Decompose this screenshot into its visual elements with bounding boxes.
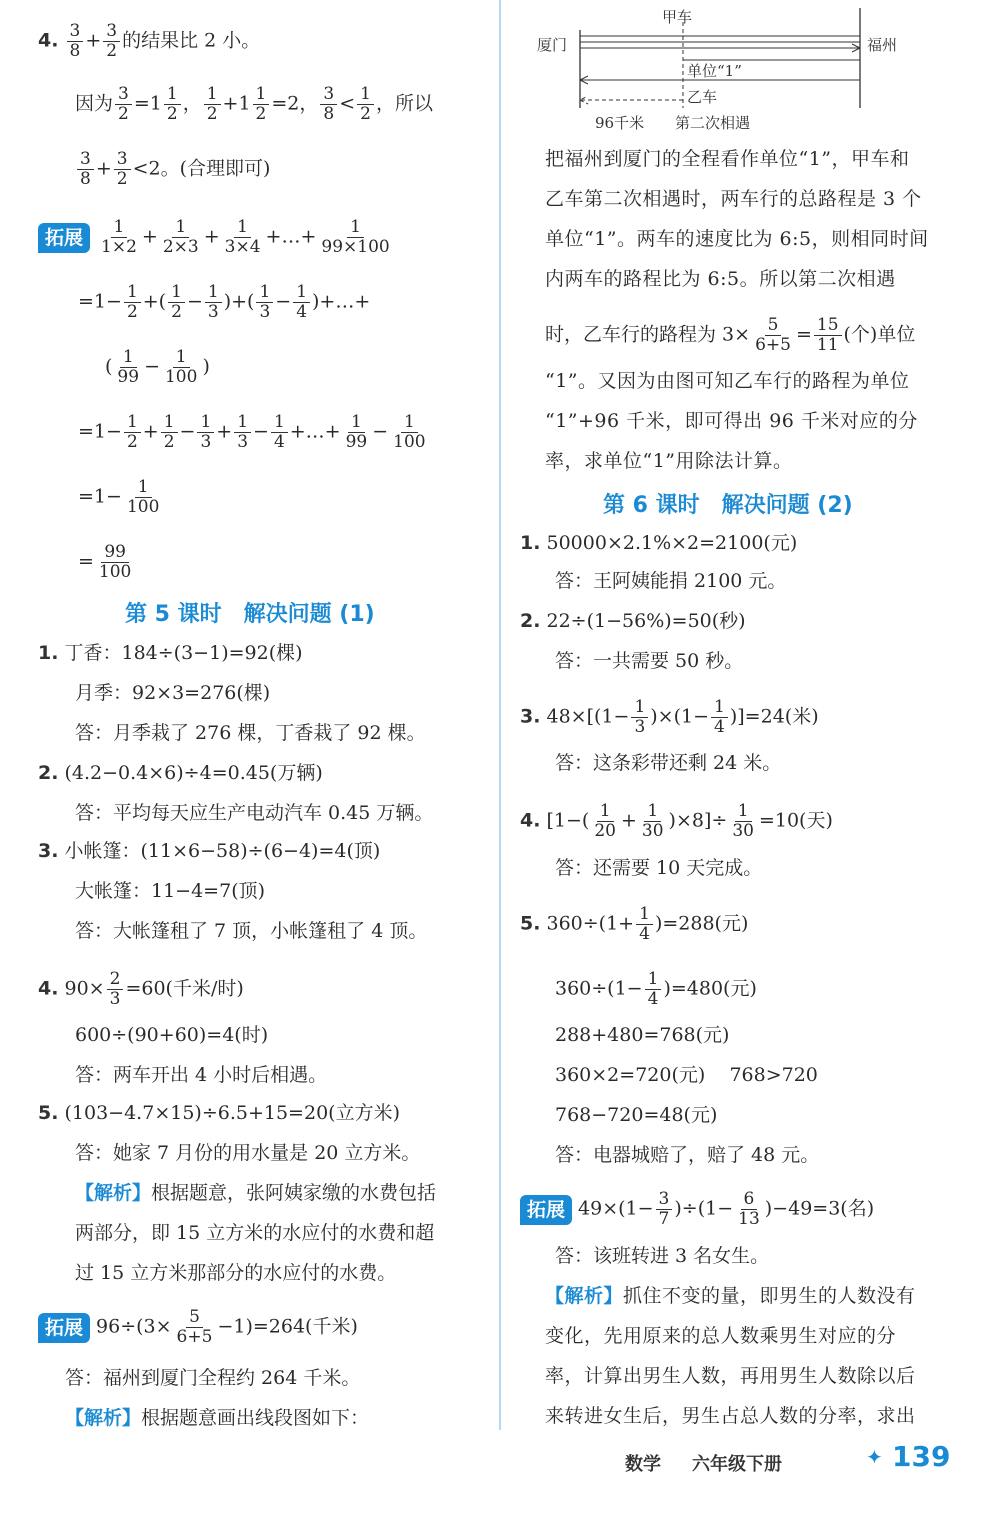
lesson-title: 第 5 课时 [125, 602, 222, 627]
fraction: $\frac{3}{8}$ [320, 85, 337, 124]
fraction: $\frac{1}{3}$ [256, 283, 273, 322]
left-item4-line2: 600÷(90+60)=4(时) [75, 1024, 269, 1046]
analysis-tag: 【解析】 [65, 1407, 142, 1429]
right-item5-line2: 360÷(1− $\frac{1}{4}$ )=480(元) [555, 969, 757, 1009]
left-ext2-analysis: 【解析】根据题意画出线段图如下： [65, 1407, 370, 1429]
fraction: $\frac{1}{4}$ [293, 283, 310, 322]
right-item5-line5: 768−720=48(元) [555, 1104, 718, 1126]
fraction: $\frac{1}{4}$ [636, 905, 653, 944]
footer-grade: 六年级下册 [692, 1454, 782, 1475]
star-icon: ✦ [866, 1445, 883, 1469]
left-item5-analysis-2: 两部分，即 15 立方米的水应付的水费和超 [75, 1222, 435, 1244]
diagram-label-car-a: 甲车 [662, 8, 693, 26]
left-item5-line1: 5. (103−4.7×15)÷6.5+15=20(立方米) [38, 1102, 400, 1124]
right-para-line1: 把福州到厦门的全程看作单位“1”，甲车和 [545, 148, 910, 170]
right-ext3-analysis-1: 【解析】抓住不变的量，即男生的人数没有 [545, 1285, 916, 1307]
fraction: $\frac{1}{4}$ [711, 698, 728, 737]
fraction: $\frac{1}{2\times 3}$ [162, 217, 199, 257]
fraction: $\frac{2}{3}$ [107, 970, 124, 1009]
lesson-6-heading [603, 488, 853, 519]
footer-subject: 数学 [625, 1454, 661, 1475]
fraction: $\frac{1}{2}$ [124, 283, 141, 322]
left-item2-line1: 2. (4.2−0.4×6)÷4=0.45(万辆) [38, 762, 323, 784]
left-q4-line3: $\frac{3}{8}$ + $\frac{3}{2}$ <2。(合理即可) [75, 150, 270, 189]
left-item5-analysis-3: 过 15 立方米那部分的水应付的水费。 [75, 1262, 397, 1284]
page-number: 139 [892, 1440, 951, 1473]
left-ext1-line6: = $\frac{99}{100}$ [78, 543, 136, 582]
left-q4-line1: 4. $\frac{3}{8}$ + $\frac{3}{2}$ 的结果比 2 小。 [38, 21, 261, 61]
lesson-subtitle: 解决问题 (1) [243, 602, 375, 627]
left-ext1-line2: =1− $\frac{1}{2}$ +( $\frac{1}{2}$ − $\frac{1}{3}$ )+( $\frac{1}{3}$ − $\frac{1}{4}$ )+…+ [78, 282, 371, 322]
right-ext3-analysis-4: 来转进女生后，男生占总人数的分率，求出 [545, 1405, 916, 1427]
extension-tag: 拓展 [520, 1195, 572, 1225]
left-ext1-line5: =1− $\frac{1}{100}$ [78, 478, 164, 517]
fraction: $\frac{1}{100}$ [126, 477, 160, 517]
left-item3-line1: 3. 小帐篷：(11×6−58)÷(6−4)=4(顶) [38, 840, 381, 862]
diagram-label-car-b: 乙车 [687, 88, 718, 106]
left-ext2-line1: 拓展 96÷(3× $\frac{5}{6+5}$ −1)=264(千米) [38, 1308, 358, 1347]
fraction: $\frac{1}{2}$ [124, 413, 141, 452]
diagram-label-xiamen: 厦门 [537, 36, 568, 54]
right-ext3-analysis-2: 变化，先用原来的总人数乘男生对应的分 [545, 1325, 897, 1347]
fraction: $\frac{1}{2}$ [168, 283, 185, 322]
fraction: $\frac{1}{2}$ [357, 85, 374, 124]
right-item1-line1: 1. 50000×2.1%×2=2100(元) [520, 532, 798, 554]
analysis-tag: 【解析】 [545, 1285, 624, 1307]
lesson-title: 第 6 课时 [603, 493, 700, 518]
left-item3-line2: 大帐篷：11−4=7(顶) [75, 880, 266, 902]
extension-tag: 拓展 [38, 1313, 90, 1343]
left-item1-line1: 1. 丁香：184÷(3−1)=92(棵) [38, 642, 303, 664]
right-item5-line1: 5. 360÷(1+ $\frac{1}{4}$ )=288(元) [520, 904, 749, 944]
fraction: $\frac{1}{4}$ [271, 413, 288, 452]
analysis-tag: 【解析】 [75, 1182, 152, 1204]
fraction: $\frac{1}{4}$ [645, 970, 662, 1009]
fraction: $\frac{1}{2}$ [161, 413, 178, 452]
fraction: $\frac{1}{3}$ [631, 698, 648, 737]
fraction: $\frac{6}{13}$ [738, 1189, 760, 1229]
fraction: $\frac{1}{2}$ [253, 85, 270, 124]
fraction: $\frac{1}{100}$ [393, 412, 426, 452]
right-item5-line4: 360×2=720(元) 768>720 [555, 1064, 818, 1086]
fraction: $\frac{1}{2}$ [204, 85, 221, 124]
right-para-line4: 内两车的路程比为 6:5。所以第二次相遇 [545, 268, 896, 290]
left-item4-line1: 4. 90× $\frac{2}{3}$ =60(千米/时) [38, 969, 244, 1009]
right-item3-answer: 答：这条彩带还剩 24 米。 [555, 752, 782, 774]
right-item4-line1: 4. [1−( $\frac{1}{20}$ + $\frac{1}{30}$ )×8]÷ $\frac{1}{30}$ =10(天) [520, 801, 833, 841]
fraction: $\frac{1}{3}$ [197, 413, 214, 452]
fraction: $\frac{15}{11}$ [814, 316, 842, 355]
right-item3-line1: 3. 48×[(1− $\frac{1}{3}$ )×(1− $\frac{1}{4}$ )]=24(米) [520, 697, 819, 737]
diagram-label-second-meet: 第二次相遇 [675, 114, 751, 132]
fraction: $\frac{3}{2}$ [103, 22, 120, 61]
fraction: $\frac{3}{7}$ [656, 1190, 673, 1229]
right-para-line8: 率，求单位“1”用除法计算。 [545, 450, 793, 472]
right-ext3-line1: 拓展 49×(1− $\frac{3}{7}$ )÷(1− $\frac{6}{13}$ )−49=3(名) [520, 1190, 874, 1229]
right-item5-answer: 答：电器城赔了，赔了 48 元。 [555, 1144, 820, 1166]
fraction: $\frac{3}{2}$ [115, 85, 132, 124]
lesson-subtitle: 解决问题 (2) [721, 493, 853, 518]
question-number: 4. [38, 29, 59, 52]
fraction: $\frac{1}{30}$ [732, 801, 754, 841]
fraction: $\frac{1}{99\times 100}$ [321, 217, 390, 257]
fraction: $\frac{1}{99}$ [345, 412, 368, 452]
fraction: $\frac{1}{3}$ [205, 283, 222, 322]
diagram-label-fuzhou: 福州 [867, 36, 898, 54]
left-item4-answer: 答：两车开出 4 小时后相遇。 [75, 1064, 328, 1086]
diagram-label-distance: 96千米 [595, 114, 645, 132]
left-item5-answer: 答：她家 7 月份的用水量是 20 立方米。 [75, 1142, 421, 1164]
right-para-line3: 单位“1”。两车的速度比为 6:5，则相同时间 [545, 228, 929, 250]
left-item5-analysis-1: 【解析】根据题意，张阿姨家缴的水费包括 [75, 1182, 437, 1204]
fraction: $\frac{5}{6+5}$ [755, 315, 791, 355]
right-para-line6: “1”。又因为由图可知乙车行的路程为单位 [545, 370, 910, 392]
left-ext1-line1: 拓展 $\frac{1}{1\times 2}$ + $\frac{1}{2\times 3}$ + $\frac{1}{3\times 4}$ +…+ $\frac{1}{99\times 100}$ [38, 218, 395, 257]
right-item2-answer: 答：一共需要 50 秒。 [555, 650, 744, 672]
fraction: $\frac{3}{8}$ [77, 150, 94, 189]
fraction: $\frac{1}{3\times 4}$ [224, 217, 261, 257]
right-para-line7: “1”+96 千米，即可得出 96 千米对应的分 [545, 410, 918, 432]
right-ext3-analysis-3: 率，计算出男生人数，再用男生人数除以后 [545, 1365, 916, 1387]
fraction: $\frac{3}{8}$ [67, 22, 84, 61]
right-item4-answer: 答：还需要 10 天完成。 [555, 857, 763, 879]
right-item1-answer: 答：王阿姨能捐 2100 元。 [555, 570, 787, 592]
left-ext2-answer: 答：福州到厦门全程约 264 千米。 [65, 1367, 361, 1389]
right-item2-line1: 2. 22÷(1−56%)=50(秒) [520, 610, 746, 632]
column-divider [499, 0, 501, 1430]
right-item5-line3: 288+480=768(元) [555, 1024, 730, 1046]
fraction: $\frac{1}{99}$ [117, 347, 140, 387]
line-segment-diagram [535, 0, 915, 135]
left-ext1-line4: =1− $\frac{1}{2}$ + $\frac{1}{2}$ − $\frac{1}{3}$ + $\frac{1}{3}$ − $\frac{1}{4}$ +…+ $\frac{1}{99}$ − $\frac{1}{100}$ [78, 413, 431, 452]
right-para-line5: 时，乙车行的路程为 3× $\frac{5}{6+5}$ = $\frac{15}{11}$ (个)单位 [545, 315, 916, 355]
left-item3-answer: 答：大帐篷租了 7 顶，小帐篷租了 4 顶。 [75, 920, 428, 942]
right-para-line2: 乙车第二次相遇时，两车行的总路程是 3 个 [545, 188, 922, 210]
diagram-label-unit: 单位“1” [687, 62, 742, 80]
fraction: $\frac{1}{2}$ [164, 85, 181, 124]
left-item1-answer: 答：月季栽了 276 棵，丁香栽了 92 棵。 [75, 722, 426, 744]
lesson-5-heading [125, 597, 375, 628]
fraction: $\frac{99}{100}$ [98, 542, 132, 582]
left-item1-line2: 月季：92×3=276(棵) [75, 682, 271, 704]
fraction: $\frac{1}{100}$ [164, 347, 198, 387]
fraction: $\frac{1}{1\times 2}$ [101, 217, 137, 257]
extension-tag: 拓展 [38, 223, 90, 253]
right-ext3-answer: 答：该班转进 3 名女生。 [555, 1245, 770, 1267]
fraction: $\frac{1}{30}$ [641, 801, 664, 841]
left-ext1-line3: ( $\frac{1}{99}$ − $\frac{1}{100}$ ) [105, 347, 210, 387]
left-item2-answer: 答：平均每天应生产电动汽车 0.45 万辆。 [75, 802, 434, 824]
fraction: $\frac{1}{3}$ [234, 413, 251, 452]
fraction: $\frac{3}{2}$ [114, 150, 131, 189]
fraction: $\frac{5}{6+5}$ [176, 1307, 213, 1347]
fraction: $\frac{1}{20}$ [594, 801, 616, 841]
left-q4-line2: 因为 $\frac{3}{2}$ =1 $\frac{1}{2}$ ， $\frac{1}{2}$ +1 $\frac{1}{2}$ =2， $\frac{3}{8}$ < $\frac{1}{2}$ ，所以 [75, 84, 433, 124]
